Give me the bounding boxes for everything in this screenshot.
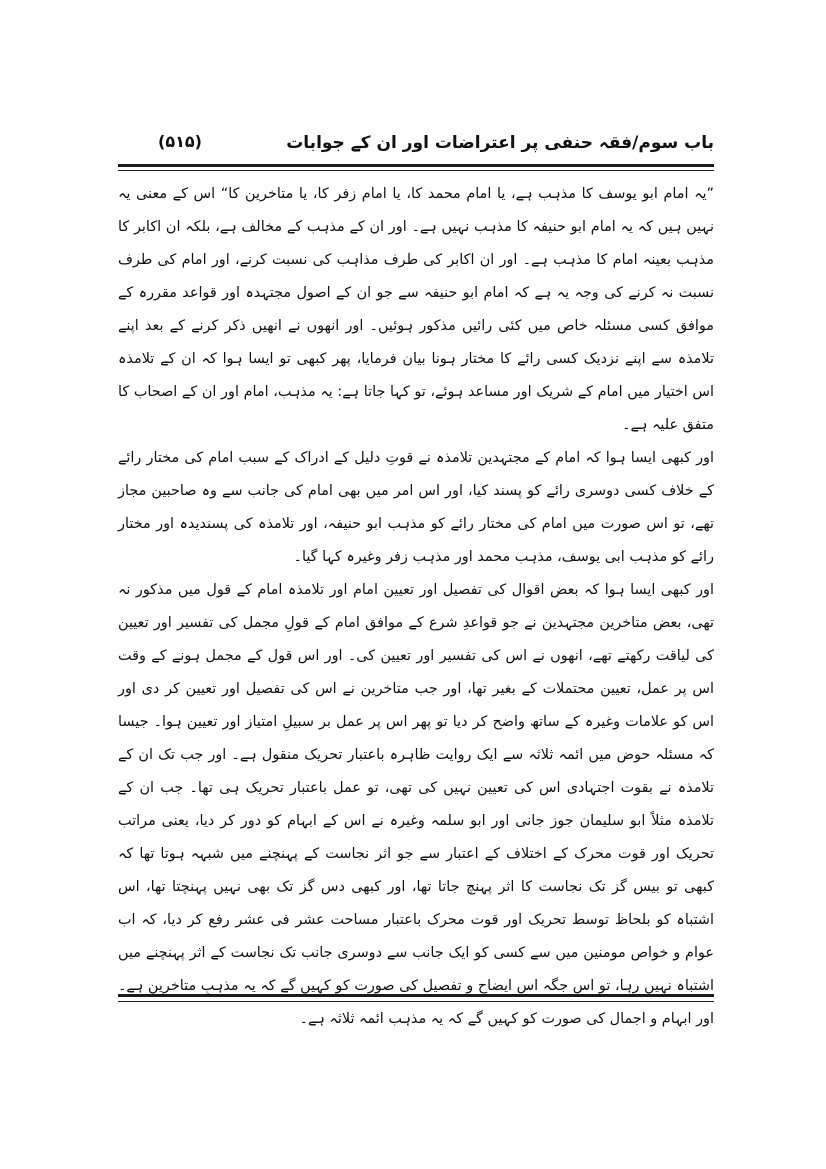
header-rule-thin [118, 170, 714, 171]
header-rule-thick [118, 164, 714, 167]
page-number: (۵۱۵) [158, 132, 202, 151]
paragraph-2: اور کبھی ایسا ہوا کہ امام کے مجتہدین تلامذہ نے قوتِ دلیل کے ادراک کے سبب امام کی مختار رائے کے خلاف کسی دوسری رائے کو پسند کیا، اور اس امر میں بھی امام کی جانب سے وہ صاحبین مجاز تھے، تو اس صورت میں امام کی مختار رائے کو مذہب ابو حنیفہ، اور تلامذہ کی پسندیدہ اور مختار رائے کو مذہب ابی یوسف، مذہب محمد اور مذہب زفر وغیرہ کہا گیا۔ [118, 450, 714, 565]
chapter-title: باب سوم/فقہ حنفی پر اعتراضات اور ان کے جوابات [286, 133, 714, 153]
page-header [118, 130, 714, 160]
footer-rule-thin [118, 1001, 714, 1002]
body-text [118, 178, 714, 1036]
paragraph-3: اور کبھی ایسا ہوا کہ بعض اقوال کی تفصیل اور تعیین امام اور تلامذہ امام کے قول میں مذکور نہ تھی، بعض متاخرین مجتہدین نے جو قواعدِ شرع کے موافق امام کے قولِ مجمل کی تفسیر اور تعیین کی لیاقت رکھتے تھے، انھوں نے اس کی تفسیر اور تعیین کی۔ اور اس قول کے مجمل ہونے کے وقت اس پر عمل، تعیین محتملات کے بغیر تھا، اور جب متاخرین نے اس کی تفصیل اور تعیین کر دی اور اس کو علامات وغیرہ کے ساتھ واضح کر دیا تو پھر اس پر عمل بر سبیلِ امتیاز اور تعیین ہوا۔ جیسا کہ مسئلہ حوض میں ائمہ ثلاثہ سے ایک روایت ظاہرہ باعتبار تحریک منقول ہے۔ اور جب تک ان کے تلامذہ نے بقوت اجتہادی اس کی تعیین نہیں کی تھی، تو عمل باعتبار تحریک ہی تھا۔ جب ان کے تلامذہ مثلاً ابو سلیمان جوز جانی اور ابو سلمہ وغیرہ نے اس کے ابہام کو دور کر دیا، یعنی مراتب تحریک اور قوت محرک کے اختلاف کے اعتبار سے جو اثر نجاست کے پہنچنے میں شبہہ ہوتا تھا کہ کبھی تو بیس گز تک نجاست کا اثر پہنچ جاتا تھا، اور کبھی دس گز تک بھی نہیں پہنچتا تھا، اس اشتباہ کو بلحاظ توسط تحریک اور قوت محرک باعتبار مساحت عشر فی عشر رفع کر دیا، کہ اب عوام و خواص مومنین میں سے کسی کو ایک جانب سے دوسری جانب تک نجاست کے اثر پہنچنے میں اشتباہ نہیں رہا، تو اس جگہ اس ایضاح و تفصیل کی صورت کو کہیں گے کہ یہ مذہبِ متاخرین ہے۔ اور ابہام و اجمال کی صورت کو کہیں گے کہ یہ مذہب ائمہ ثلاثہ ہے۔ [118, 582, 714, 1027]
footer-rule-thick [118, 994, 714, 997]
paragraph-1: ”یہ امام ابو یوسف کا مذہب ہے، یا امام محمد کا، یا امام زفر کا، یا متاخرین کا“ اس کے معنی یہ نہیں ہیں کہ یہ امام ابو حنیفہ کا مذہب نہیں ہے۔ اور ان کے مذہب کے مخالف ہے، بلکہ ان اکابر کا مذہب بعینہ امام کا مذہب ہے۔ اور ان اکابر کی طرف مذاہب کی نسبت کرنے، اور امام کی طرف نسبت نہ کرنے کی وجہ یہ ہے کہ امام ابو حنیفہ سے جو ان کے اصول مجتہدہ اور قواعد مقررہ کے موافق کسی مسئلہ خاص میں کئی رائیں مذکور ہوئیں۔ اور انھوں نے انھیں ذکر کرنے کے بعد اپنے تلامذہ سے اپنے نزدیک کسی رائے کا مختار ہونا بیان فرمایا، پھر کبھی تو ایسا ہوا کہ ان کے تلامذہ اس اختیار میں امام کے شریک اور مساعد ہوئے، تو کہا جاتا ہے: یہ مذہب، امام اور ان کے اصحاب کا متفق علیہ ہے۔ [118, 186, 714, 433]
